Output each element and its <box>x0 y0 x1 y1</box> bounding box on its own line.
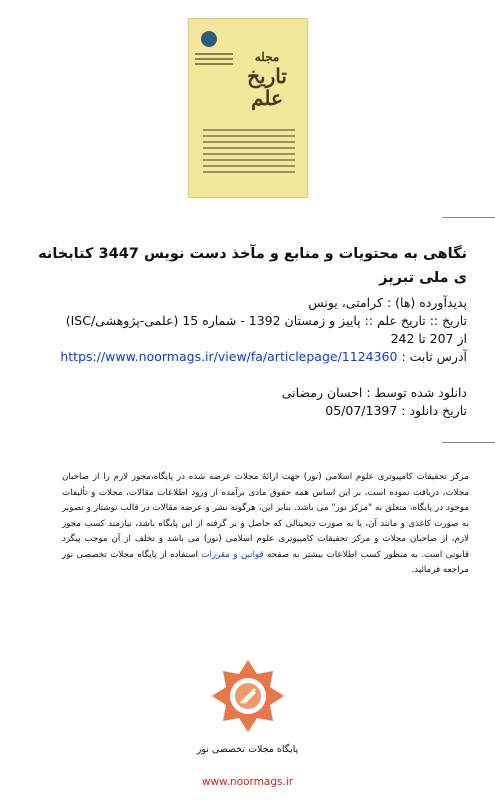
article-metadata <box>30 294 467 420</box>
cover-journal-name: مجله تاریخ علم <box>247 50 287 110</box>
pages-line: از 207 تا 242 <box>390 331 467 346</box>
journal-cover-image <box>188 18 308 198</box>
rules-link[interactable]: قوانین و مقررات <box>201 549 264 560</box>
download-date-line: تاریخ دانلود : 05/07/1397 <box>325 403 467 418</box>
notice-text: مرکز تحقیقات کامپیوتری علوم اسلامی (نور) جهت ارائهٔ مجلات عرضه شده در پایگاه،مجوز لازم را از صاحبان مجلات، دریافت نموده است، بر این اساس همه حقوق مادی برآمده از ورود اطلاعات مقالات، مجلات و تألیفات موجود در پایگاه، متعلق به "مرکز نور" می باشد. بنابر این، هرگونه نشر و عرضه مقالات در قالب نوشتار و تصویر به صورت کاغذی و مانند آن، یا به صورت دیجیتالی که حاصل و بر گرفته از این پایگاه باشد، نیازمند کسب مجوز لازم، از صاحبان مجلات و مرکز تحقیقات کامپیوتری علوم اسلامی (نور) می باشد و تخلف از آن موجب پیگرد قانونی است. به منظور کسب اطلاعات بیشتر به صفحه <box>62 472 470 560</box>
divider-bottom <box>442 442 495 443</box>
copyright-notice <box>62 470 469 579</box>
article-title: نگاهی به محتویات و منابع و مآخذ دست نویس 3447 کتابخانه ی ملی تبریز <box>38 246 467 286</box>
permalink-line <box>30 348 467 366</box>
noormags-logo-icon <box>210 658 286 734</box>
divider-top <box>442 217 495 218</box>
logo-caption: پایگاه مجلات تخصصی نور <box>196 744 299 755</box>
publisher-lines <box>195 53 233 68</box>
history-line: تاریخ :: تاریخ علم :: پاییز و زمستان 1392 - شماره 15 (علمی-پژوهشی/ISC) <box>65 313 467 328</box>
creators-line: پدیدآورده (ها) : کرامتی، یونس <box>308 295 467 310</box>
notice-tail: استفاده از پایگاه مجلات تخصصی نور مراجعه فرمائید. <box>62 549 469 575</box>
downloaded-by-line: دانلود شده توسط : احسان رمضانی <box>281 385 467 400</box>
cover-contents-lines <box>203 129 295 177</box>
university-emblem-icon <box>201 31 217 47</box>
permalink-link[interactable]: https://www.noormags.ir/view/fa/articlepage/1124360 <box>60 349 398 364</box>
site-url[interactable]: www.noormags.ir <box>201 776 294 788</box>
permalink-label: آدرس ثابت : <box>401 349 467 364</box>
